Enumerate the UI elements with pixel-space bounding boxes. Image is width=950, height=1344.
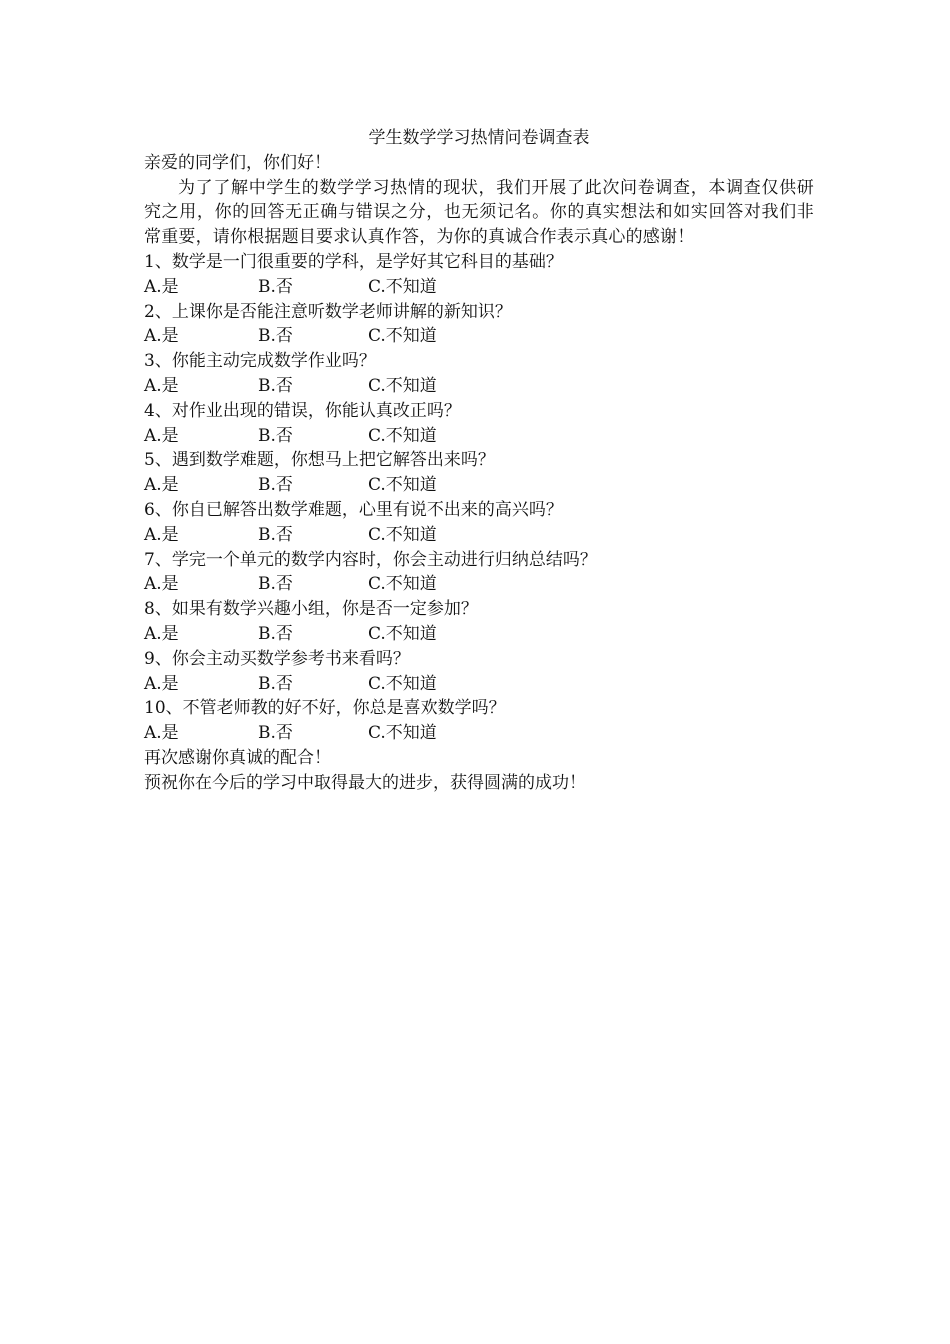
option-a[interactable]: A.是 (144, 326, 179, 347)
option-a[interactable]: A.是 (144, 475, 179, 496)
option-b[interactable]: B.否 (258, 723, 293, 744)
question-text: 4、对作业出现的错误，你能认真改正吗？ (144, 400, 461, 421)
closing-wishes: 预祝你在今后的学习中取得最大的进步，获得圆满的成功！ (144, 772, 586, 793)
greeting: 亲爱的同学们，你们好！ (144, 152, 331, 173)
question-text: 2、上课你是否能注意听数学老师讲解的新知识？ (144, 301, 512, 322)
question-item (144, 548, 814, 598)
question-item (144, 250, 814, 300)
question-options (144, 473, 814, 498)
question-options (144, 374, 814, 399)
option-b[interactable]: B.否 (258, 425, 293, 446)
option-b[interactable]: B.否 (258, 623, 293, 644)
question-text: 10、不管老师教的好不好，你总是喜欢数学吗？ (144, 698, 506, 719)
question-text: 3、你能主动完成数学作业吗？ (144, 351, 376, 372)
option-c[interactable]: C.不知道 (368, 375, 437, 396)
question-text: 5、遇到数学难题，你想马上把它解答出来吗？ (144, 450, 495, 471)
question-item (144, 696, 814, 746)
question-item (144, 498, 814, 548)
closing-thanks: 再次感谢你真诚的配合！ (144, 747, 331, 768)
option-c[interactable]: C.不知道 (368, 673, 437, 694)
question-options (144, 721, 814, 746)
question-options (144, 275, 814, 300)
question-item (144, 300, 814, 350)
question-text: 8、如果有数学兴趣小组，你是否一定参加？ (144, 599, 478, 620)
option-c[interactable]: C.不知道 (368, 475, 437, 496)
question-item (144, 399, 814, 449)
question-text: 7、学完一个单元的数学内容时，你会主动进行归纳总结吗？ (144, 549, 597, 570)
document-title: 学生数学学习热情问卷调查表 (368, 128, 590, 148)
question-text: 1、数学是一门很重要的学科，是学好其它科目的基础？ (144, 251, 563, 272)
option-a[interactable]: A.是 (144, 673, 179, 694)
option-c[interactable]: C.不知道 (368, 276, 437, 297)
question-options (144, 424, 814, 449)
document-page (144, 126, 814, 796)
option-a[interactable]: A.是 (144, 375, 179, 396)
question-text: 6、你自已解答出数学难题，心里有说不出来的高兴吗？ (144, 499, 563, 520)
option-c[interactable]: C.不知道 (368, 326, 437, 347)
option-b[interactable]: B.否 (258, 326, 293, 347)
option-b[interactable]: B.否 (258, 673, 293, 694)
question-options (144, 523, 814, 548)
question-options (144, 672, 814, 697)
option-c[interactable]: C.不知道 (368, 723, 437, 744)
option-a[interactable]: A.是 (144, 425, 179, 446)
option-b[interactable]: B.否 (258, 524, 293, 545)
option-c[interactable]: C.不知道 (368, 574, 437, 595)
option-a[interactable]: A.是 (144, 524, 179, 545)
option-a[interactable]: A.是 (144, 574, 179, 595)
option-b[interactable]: B.否 (258, 475, 293, 496)
option-a[interactable]: A.是 (144, 276, 179, 297)
option-b[interactable]: B.否 (258, 375, 293, 396)
intro-paragraph: 为了了解中学生的数学学习热情的现状，我们开展了此次问卷调查，本调查仅供研究之用，你的回答无正确与错误之分，也无须记名。你的真实想法和如实回答对我们非常重要，请你根据题目要求认真作答，为你的真诚合作表示真心的感谢！ (144, 177, 814, 248)
option-a[interactable]: A.是 (144, 723, 179, 744)
option-c[interactable]: C.不知道 (368, 425, 437, 446)
question-options (144, 324, 814, 349)
question-item (144, 349, 814, 399)
question-text: 9、你会主动买数学参考书来看吗？ (144, 648, 410, 669)
question-options (144, 572, 814, 597)
option-c[interactable]: C.不知道 (368, 623, 437, 644)
option-b[interactable]: B.否 (258, 574, 293, 595)
question-list (144, 250, 814, 746)
option-c[interactable]: C.不知道 (368, 524, 437, 545)
option-b[interactable]: B.否 (258, 276, 293, 297)
question-item (144, 448, 814, 498)
question-item (144, 597, 814, 647)
option-a[interactable]: A.是 (144, 623, 179, 644)
question-options (144, 622, 814, 647)
question-item (144, 647, 814, 697)
